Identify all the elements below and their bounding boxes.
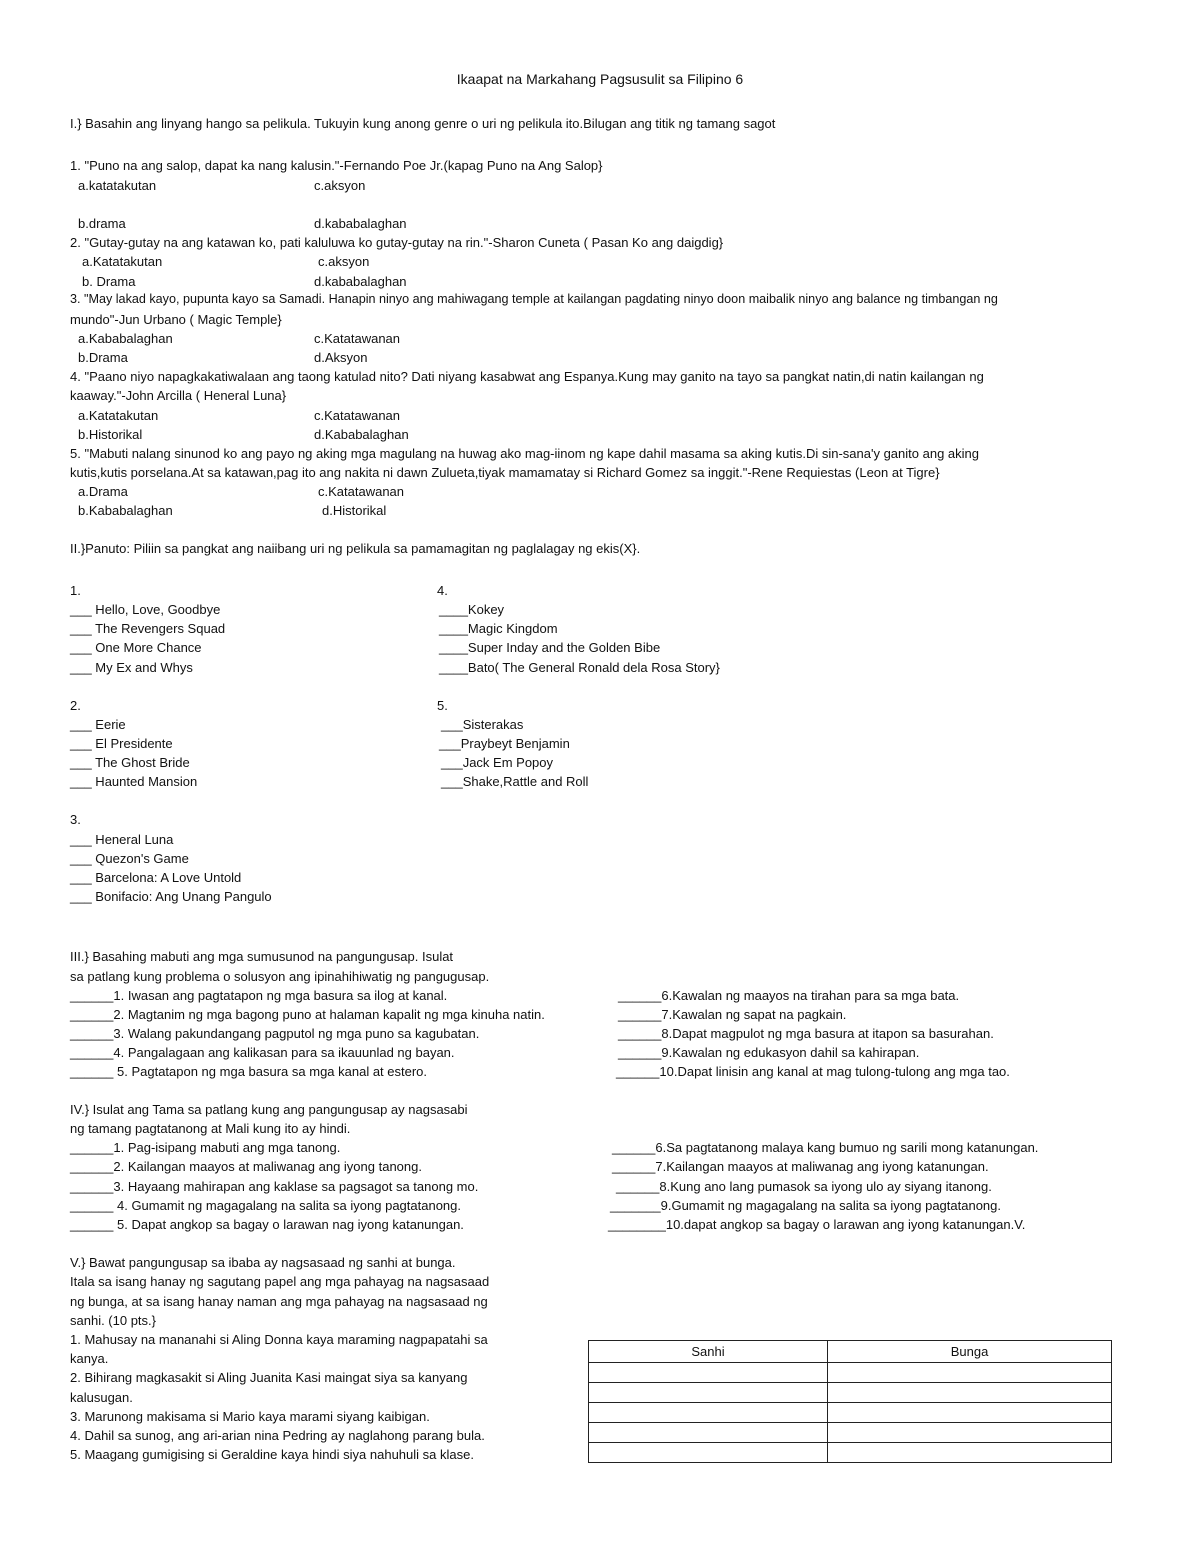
group3-item: ___ Bonifacio: Ang Unang Pangulo: [70, 889, 272, 904]
group4-item: ____Bato( The General Ronald dela Rosa Story}: [439, 660, 720, 675]
part5-instruction-line: sanhi. (10 pts.}: [70, 1313, 156, 1328]
q5-choice-a: a.Drama: [78, 484, 128, 499]
group4-item: ____Magic Kingdom: [439, 621, 558, 636]
sanhi-cell[interactable]: [589, 1403, 828, 1423]
part4-item: ________10.dapat angkop sa bagay o larawan ang iyong katanungan.V.: [608, 1217, 1026, 1232]
q5-choice-c: c.Katatawanan: [318, 484, 405, 499]
bunga-cell[interactable]: [828, 1423, 1112, 1443]
part4-item: ______ 4. Gumamit ng magagalang na salita sa iyong pagtatanong.: [70, 1198, 461, 1213]
part5-instruction-line: Itala sa isang hanay ng sagutang papel ang mga pahayag na nagsasaad: [70, 1274, 490, 1289]
q5-text-line2: kutis,kutis porselana.At sa katawan,pag ito ang nakita ni dawn Zulueta,tiyak mamamatay si Richard Gomez sa inggit."-Rene Requiestas (Leon at Tigre}: [70, 465, 940, 480]
sanhi-cell[interactable]: [589, 1383, 828, 1403]
group5-item: ___Sisterakas: [441, 717, 524, 732]
part4-item: ______1. Pag-isipang mabuti ang mga tanong.: [70, 1140, 341, 1155]
q3-choice-a: a.Kababalaghan: [78, 331, 173, 346]
table-row: [589, 1383, 1112, 1403]
q2-choice-c: c.aksyon: [318, 254, 370, 269]
table-row: [589, 1423, 1112, 1443]
q3-text-line1: 3. "May lakad kayo, pupunta kayo sa Samadi. Hanapin ninyo ang mahiwagang temple at kailangan pagdating ninyo doon maibalik ninyo ang balance ng timbangan ng: [70, 292, 998, 306]
part5-item: 3. Marunong makisama si Mario kaya marami siyang kaibigan.: [70, 1409, 430, 1424]
q2-choice-b: b. Drama: [82, 274, 136, 289]
q1-choice-a: a.katatakutan: [78, 178, 157, 193]
q2-choice-a: a.Katatakutan: [82, 254, 163, 269]
q5-text-line1: 5. "Mabuti nalang sinunod ko ang payo ng aking mga magulang na huwag ako mag-iinom ng kape dahil masama sa aking kutis.Di sin-sana'y ganito ang aking: [70, 446, 979, 461]
sanhi-bunga-table: [588, 1340, 1112, 1463]
part4-item: ______2. Kailangan maayos at maliwanag ang iyong tanong.: [70, 1159, 422, 1174]
part1-instruction: I.} Basahin ang linyang hango sa pelikula. Tukuyin kung anong genre o uri ng pelikula ito.Bilugan ang titik ng tamang sagot: [70, 116, 776, 131]
part3-item: ______2. Magtanim ng mga bagong puno at halaman kapalit ng mga kinuha natin.: [70, 1007, 545, 1022]
group1-item: ___ Hello, Love, Goodbye: [70, 602, 221, 617]
part5-item: kanya.: [70, 1351, 109, 1366]
group5-number: 5.: [437, 698, 448, 713]
q3-choice-b: b.Drama: [78, 350, 128, 365]
q5-choice-b: b.Kababalaghan: [78, 503, 173, 518]
q3-text-line2: mundo"-Jun Urbano ( Magic Temple}: [70, 312, 282, 327]
bunga-cell[interactable]: [828, 1363, 1112, 1383]
q4-choice-a: a.Katatakutan: [78, 408, 159, 423]
part3-instruction-line2: sa patlang kung problema o solusyon ang ipinahihiwatig ng pangugusap.: [70, 969, 490, 984]
q2-choice-d: d.kababalaghan: [314, 274, 407, 289]
group3-item: ___ Barcelona: A Love Untold: [70, 870, 242, 885]
part5-item: 2. Bihirang magkasakit si Aling Juanita Kasi maingat siya sa kanyang: [70, 1370, 468, 1385]
group4-number: 4.: [437, 583, 448, 598]
part2-instruction: II.}Panuto: Piliin sa pangkat ang naiibang uri ng pelikula sa pamamagitan ng paglalagay ng ekis(X}.: [70, 541, 641, 556]
part4-item: ______8.Kung ano lang pumasok sa iyong ulo ay siyang itanong.: [616, 1179, 992, 1194]
table-row: [589, 1403, 1112, 1423]
group2-number: 2.: [70, 698, 81, 713]
part3-item: ______1. Iwasan ang pagtatapon ng mga basura sa ilog at kanal.: [70, 988, 448, 1003]
part4-instruction-line2: ng tamang pagtatanong at Mali kung ito ay hindi.: [70, 1121, 351, 1136]
part5-item: 4. Dahil sa sunog, ang ari-arian nina Pedring ay naglahong parang bula.: [70, 1428, 485, 1443]
part4-instruction-line1: IV.} Isulat ang Tama sa patlang kung ang pangungusap ay nagsasabi: [70, 1102, 468, 1117]
group3-number: 3.: [70, 812, 81, 827]
part5-item: kalusugan.: [70, 1390, 133, 1405]
bunga-cell[interactable]: [828, 1403, 1112, 1423]
part5-item: 1. Mahusay na mananahi si Aling Donna kaya maraming nagpapatahi sa: [70, 1332, 488, 1347]
group2-item: ___ Haunted Mansion: [70, 774, 198, 789]
q1-choice-c: c.aksyon: [314, 178, 366, 193]
q3-choice-c: c.Katatawanan: [314, 331, 401, 346]
q4-text-line2: kaaway."-John Arcilla ( Heneral Luna}: [70, 388, 287, 403]
group4-item: ____Super Inday and the Golden Bibe: [439, 640, 661, 655]
part3-item: ______10.Dapat linisin ang kanal at mag tulong-tulong ang mga tao.: [616, 1064, 1010, 1079]
part3-item: ______8.Dapat magpulot ng mga basura at itapon sa basurahan.: [618, 1026, 994, 1041]
part3-item: ______ 5. Pagtatapon ng mga basura sa mga kanal at estero.: [70, 1064, 428, 1079]
group1-item: ___ The Revengers Squad: [70, 621, 226, 636]
group1-item: ___ One More Chance: [70, 640, 202, 655]
group5-item: ___Praybeyt Benjamin: [439, 736, 570, 751]
part4-item: ______7.Kailangan maayos at maliwanag ang iyong katanungan.: [612, 1159, 989, 1174]
part3-item: ______9.Kawalan ng edukasyon dahil sa kahirapan.: [618, 1045, 920, 1060]
sanhi-cell[interactable]: [589, 1423, 828, 1443]
part4-item: _______9.Gumamit ng magagalang na salita sa iyong pagtatanong.: [610, 1198, 1002, 1213]
group1-number: 1.: [70, 583, 81, 598]
part5-item: 5. Maagang gumigising si Geraldine kaya hindi siya nahuhuli sa klase.: [70, 1447, 474, 1462]
part5-instruction-line: V.} Bawat pangungusap sa ibaba ay nagsasaad ng sanhi at bunga.: [70, 1255, 456, 1270]
q4-choice-c: c.Katatawanan: [314, 408, 401, 423]
group3-item: ___ Quezon's Game: [70, 851, 189, 866]
q4-choice-b: b.Historikal: [78, 427, 143, 442]
q5-choice-d: d.Historikal: [322, 503, 387, 518]
q3-choice-d: d.Aksyon: [314, 350, 368, 365]
part3-item: ______7.Kawalan ng sapat na pagkain.: [618, 1007, 847, 1022]
q1-choice-b: b.drama: [78, 216, 126, 231]
q4-choice-d: d.Kababalaghan: [314, 427, 409, 442]
bunga-header: Bunga: [828, 1341, 1112, 1363]
group3-item: ___ Heneral Luna: [70, 832, 174, 847]
group2-item: ___ El Presidente: [70, 736, 173, 751]
group4-item: ____Kokey: [439, 602, 505, 617]
sanhi-header: Sanhi: [589, 1341, 828, 1363]
group5-item: ___Jack Em Popoy: [441, 755, 554, 770]
part3-instruction-line1: III.} Basahing mabuti ang mga sumusunod na pangungusap. Isulat: [70, 949, 454, 964]
bunga-cell[interactable]: [828, 1383, 1112, 1403]
table-row: [589, 1363, 1112, 1383]
part3-item: ______6.Kawalan ng maayos na tirahan para sa mga bata.: [618, 988, 960, 1003]
part4-item: ______3. Hayaang mahirapan ang kaklase sa pagsagot sa tanong mo.: [70, 1179, 479, 1194]
q1-text: 1. "Puno na ang salop, dapat ka nang kalusin."-Fernando Poe Jr.(kapag Puno na Ang Salop}: [70, 158, 603, 173]
part3-item: ______3. Walang pakundangang pagputol ng mga puno sa kagubatan.: [70, 1026, 480, 1041]
part5-instruction-line: ng bunga, at sa isang hanay naman ang mga pahayag na nagsasaad ng: [70, 1294, 488, 1309]
group2-item: ___ Eerie: [70, 717, 126, 732]
part3-item: ______4. Pangalagaan ang kalikasan para sa ikauunlad ng bayan.: [70, 1045, 455, 1060]
group2-item: ___ The Ghost Bride: [70, 755, 190, 770]
sanhi-cell[interactable]: [589, 1443, 828, 1463]
group5-item: ___Shake,Rattle and Roll: [441, 774, 589, 789]
part4-item: ______6.Sa pagtatanong malaya kang bumuo ng sarili mong katanungan.: [612, 1140, 1039, 1155]
q4-text-line1: 4. "Paano niyo napagkakatiwalaan ang taong katulad nito? Dati niyang kasabwat ang Espanya.Kung may ganito na tayo sa pangkat natin,di natin kailangan ng: [70, 369, 984, 384]
part4-item: ______ 5. Dapat angkop sa bagay o larawan nag iyong katanungan.: [70, 1217, 464, 1232]
bunga-cell[interactable]: [828, 1443, 1112, 1463]
table-header-row: [589, 1341, 1112, 1363]
page-title: Ikaapat na Markahang Pagsusulit sa Filipino 6: [456, 71, 744, 87]
q1-choice-d: d.kababalaghan: [314, 216, 407, 231]
group1-item: ___ My Ex and Whys: [70, 660, 193, 675]
table-row: [589, 1443, 1112, 1463]
sanhi-cell[interactable]: [589, 1363, 828, 1383]
q2-text: 2. "Gutay-gutay na ang katawan ko, pati kaluluwa ko gutay-gutay na rin."-Sharon Cuneta ( Pasan Ko ang daigdig}: [70, 235, 724, 250]
